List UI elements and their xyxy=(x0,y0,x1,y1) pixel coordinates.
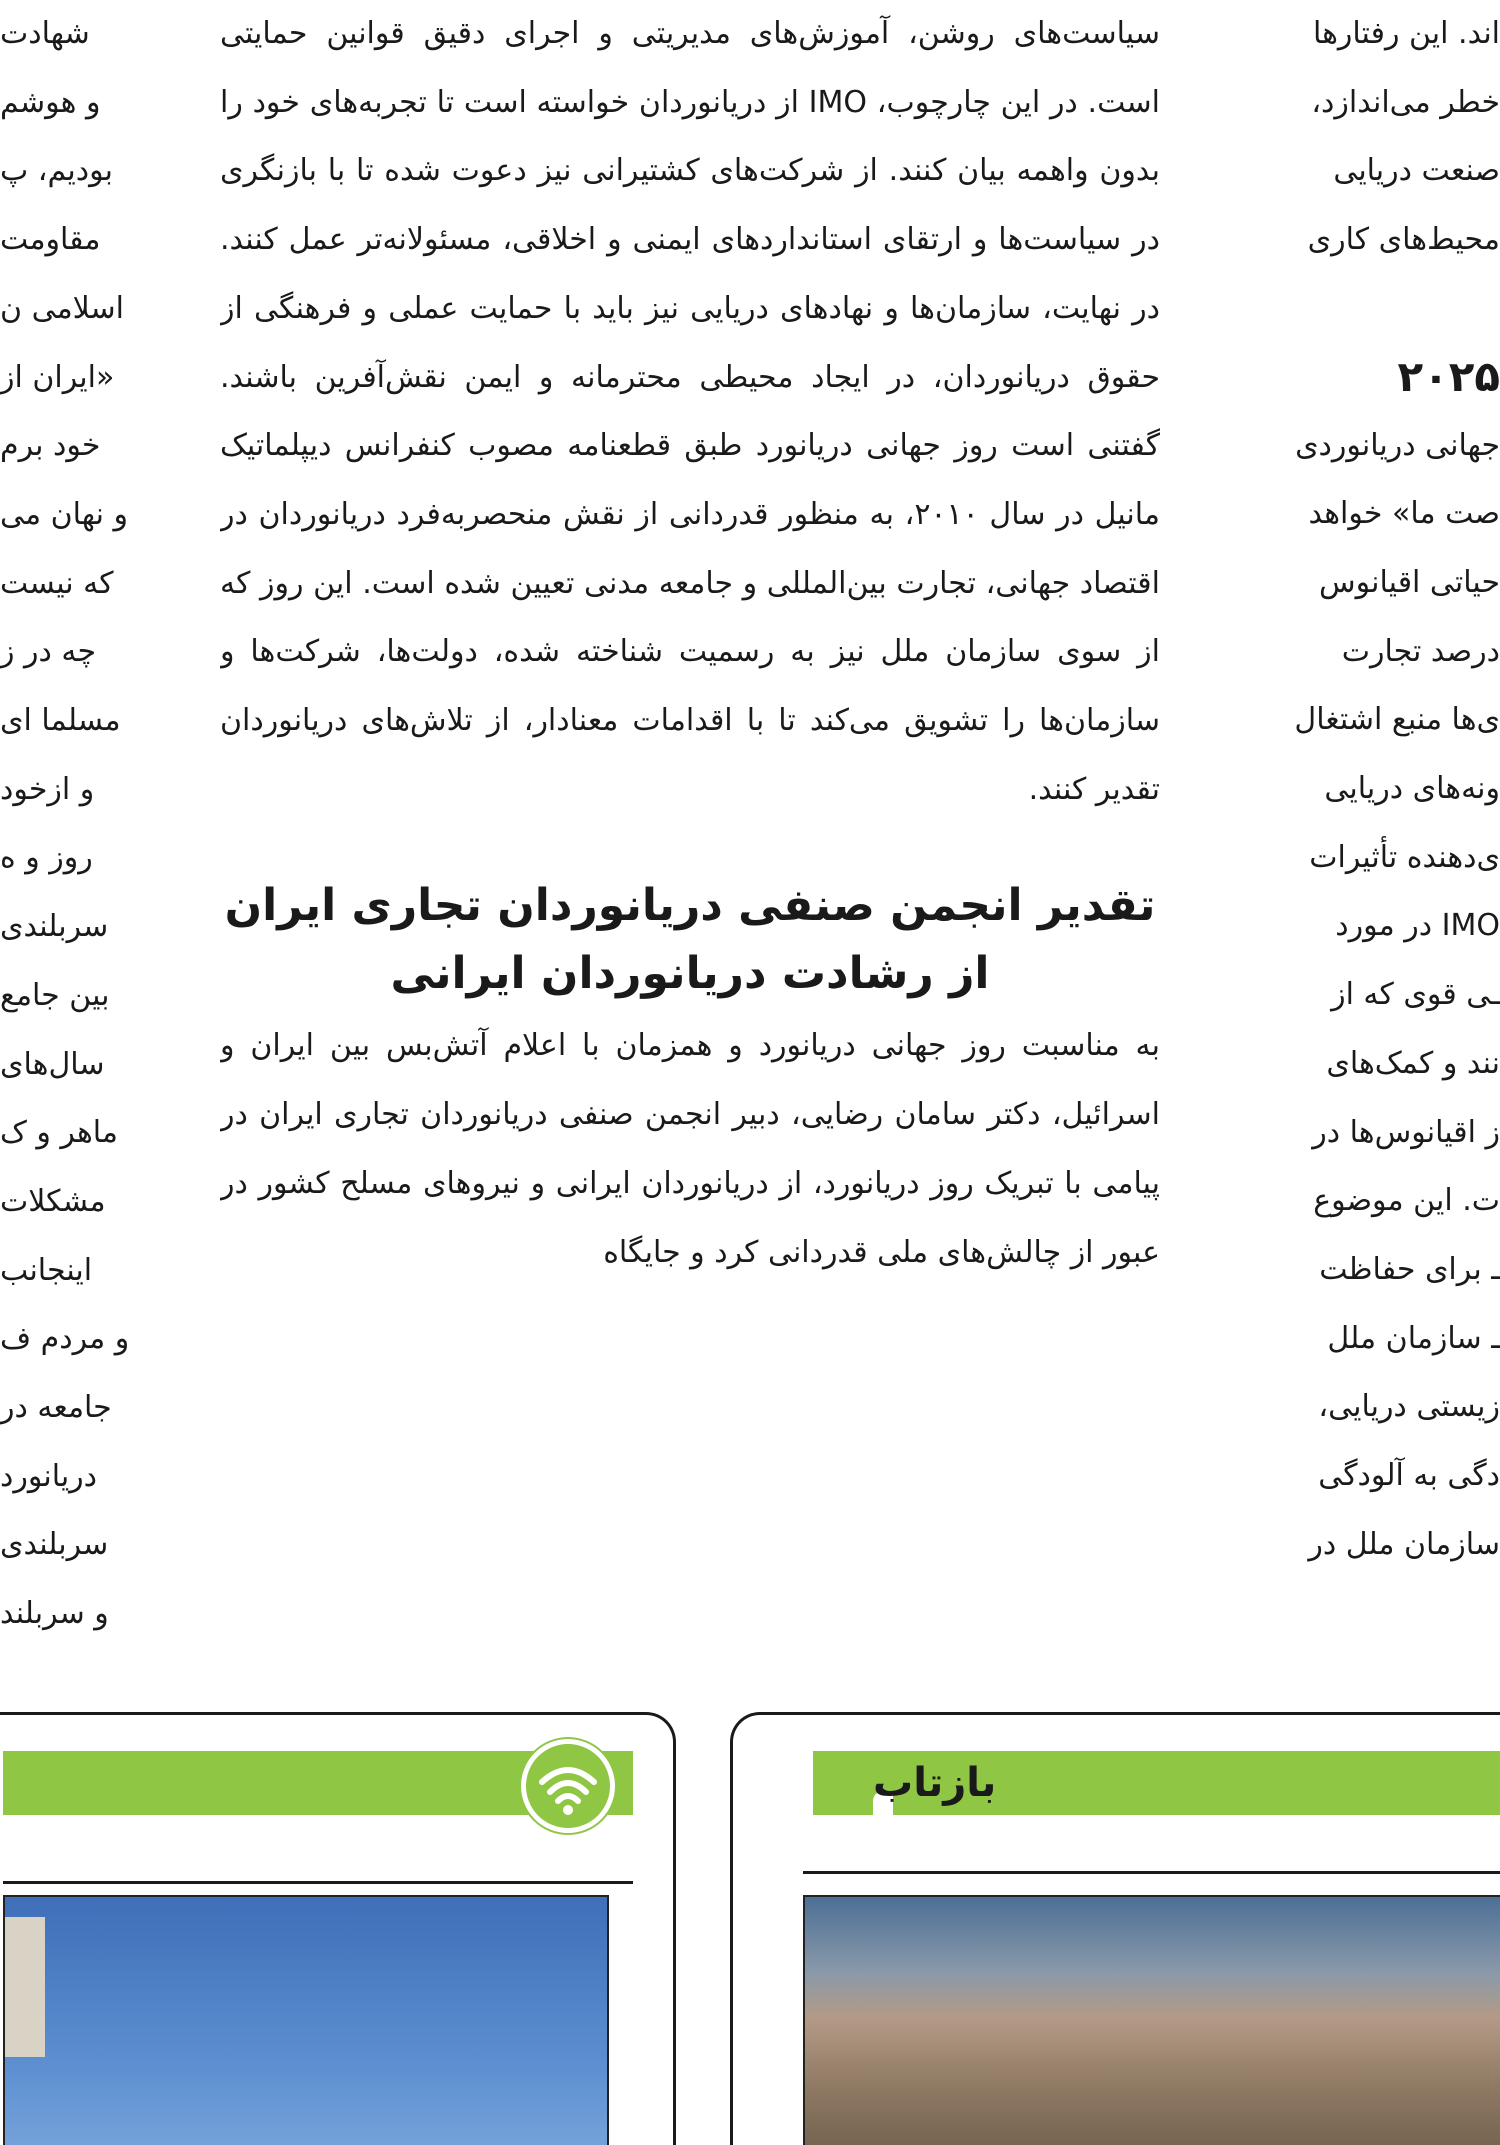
column-fragment-line: نند و کمک‌های xyxy=(1326,1045,1500,1081)
column-fragment-line: ونه‌های دریایی xyxy=(1324,771,1500,807)
column-fragment-line: ی‌دهنده تأثیرات xyxy=(1309,839,1500,875)
column-fragment-line: محیط‌های کاری xyxy=(1307,222,1500,258)
column-fragment-line: جهانی دریانوردی xyxy=(1295,427,1500,463)
column-fragment-line: حیاتی اقیانوس xyxy=(1319,564,1500,600)
right-column-heading: ۲۰۲۵ xyxy=(1397,351,1500,401)
section-title-baztab: بازتاب xyxy=(873,1760,997,1806)
column-fragment-line: مسلما ای xyxy=(0,703,121,739)
column-fragment-line: مشکلات xyxy=(0,1183,106,1219)
column-fragment-line: و سربلند xyxy=(0,1596,109,1632)
divider xyxy=(3,1881,633,1884)
column-fragment-line: جامعه در xyxy=(0,1390,112,1426)
column-fragment-line: صت ما» خواهد xyxy=(1308,496,1500,532)
column-fragment-line: زیستی دریایی، xyxy=(1318,1389,1500,1425)
column-fragment-line: و مردم ف xyxy=(0,1321,130,1357)
column-fragment-line: اسلامی ن xyxy=(0,290,125,326)
wifi-icon xyxy=(521,1739,615,1833)
column-fragment-line: بین جامع xyxy=(0,977,110,1013)
column-fragment-line: IMO در مورد xyxy=(1335,908,1500,944)
column-fragment-line: خود برم xyxy=(0,428,101,464)
column-fragment-line: سربلندی xyxy=(0,1527,109,1563)
news-photo xyxy=(3,1895,609,2145)
column-fragment-line: ت. این موضوع xyxy=(1313,1183,1500,1219)
right-column-fragment xyxy=(1245,0,1500,1579)
article-heading: تقدیر انجمن صنفی دریانوردان تجاری ایران از رشادت دریانوردان ایرانی xyxy=(224,880,1156,1000)
column-fragment-line: شهادت xyxy=(0,16,90,51)
column-fragment-line: که نیست xyxy=(0,565,114,601)
column-fragment-line: خطر می‌اندازد، xyxy=(1311,84,1500,120)
column-fragment-line: روز و ه xyxy=(0,840,93,876)
article-paragraph-2: به مناسبت روز جهانی دریانورد و همزمان با اعلام آتش‌بس بین ایران و اسرائیل، دکتر سامان رضایی، دبیر انجمن صنفی دریانوردان تجاری ایران در پیامی با تبریک روز دریانورد، از دریانوردان ایرانی و نیروهای مسلح کشور در عبور از چالش‌های ملی قدردانی کرد و جایگاه xyxy=(220,1028,1160,1270)
bottom-left-section xyxy=(0,1712,676,2145)
column-fragment-line: و هوشم xyxy=(0,84,101,120)
column-fragment-line: ز اقیانوس‌ها در xyxy=(1312,1114,1500,1150)
bottom-right-section xyxy=(730,1712,1500,2145)
column-fragment-line: ی‌ها منبع اشتغال xyxy=(1294,702,1500,738)
main-article-column xyxy=(220,0,1160,1287)
column-fragment-line: ـ سازمان ملل xyxy=(1327,1320,1500,1356)
column-fragment-line: بودیم، پ xyxy=(0,153,113,189)
left-column-fragment xyxy=(0,0,135,1649)
column-fragment-line: ـ برای حفاظت xyxy=(1319,1251,1500,1287)
article-paragraph: سیاست‌های روشن، آموزش‌های مدیریتی و اجرای دقیق قوانین حمایتی است. در این چارچوب، IMO از دریانوردان خواسته است تا تجربه‌های خود را بدون واهمه بیان کنند. از شرکت‌های کشتیرانی نیز دعوت شده تا با بازنگری در سیاست‌ها و ارتقای استانداردهای ایمنی و اخلاقی، مسئولانه‌تر عمل کنند. در نهایت، سازمان‌ها و نهادهای دریایی نیز باید با حمایت عملی و فرهنگی از حقوق دریانوردان، در ایجاد محیطی محترمانه و ایمن نقش‌آفرین باشند. گفتنی است روز جهانی دریانورد طبق قطعنامه مصوب کنفرانس دیپلماتیک مانیل در سال ۲۰۱۰، به منظور قدردانی از نقش منحصربه‌فرد دریانوردان در اقتصاد جهانی، تجارت بین‌المللی و جامعه مدنی تعیین شده است. این روز که از سوی سازمان ملل نیز به رسمیت شناخته شده، دولت‌ها، شرکت‌ها و سازمان‌ها را تشویق می‌کند تا با اقدامات معنادار، از تلاش‌های دریانوردان تقدیر کنند. xyxy=(220,16,1160,807)
column-fragment-line: درصد تجارت xyxy=(1341,633,1500,669)
section-title-bar xyxy=(813,1751,1500,1815)
column-fragment-line: چه در ز xyxy=(0,634,97,670)
column-fragment-line: صنعت دریایی xyxy=(1333,153,1500,189)
divider xyxy=(803,1871,1500,1874)
column-fragment-line: اینجانب xyxy=(0,1252,93,1288)
column-fragment-line: ـی قوی که از xyxy=(1331,977,1500,1013)
column-fragment-line: ماهر و ک xyxy=(0,1115,118,1151)
column-fragment-line: مقاومت xyxy=(0,222,101,258)
column-fragment-line: سربلندی xyxy=(0,909,109,945)
column-fragment-line: و ازخود xyxy=(0,771,95,807)
column-fragment-line: «ایران از xyxy=(0,359,115,395)
column-fragment-line: دگی به آلودگی xyxy=(1318,1458,1500,1494)
column-fragment-line: اند. این رفتارها xyxy=(1312,16,1500,51)
column-fragment-line: دریانورد xyxy=(0,1458,98,1494)
column-fragment-line: و نهان می xyxy=(0,496,128,532)
aerial-photo xyxy=(803,1895,1500,2145)
column-fragment-line: سازمان ملل در xyxy=(1308,1526,1500,1562)
column-fragment-line: سال‌های xyxy=(0,1046,105,1082)
